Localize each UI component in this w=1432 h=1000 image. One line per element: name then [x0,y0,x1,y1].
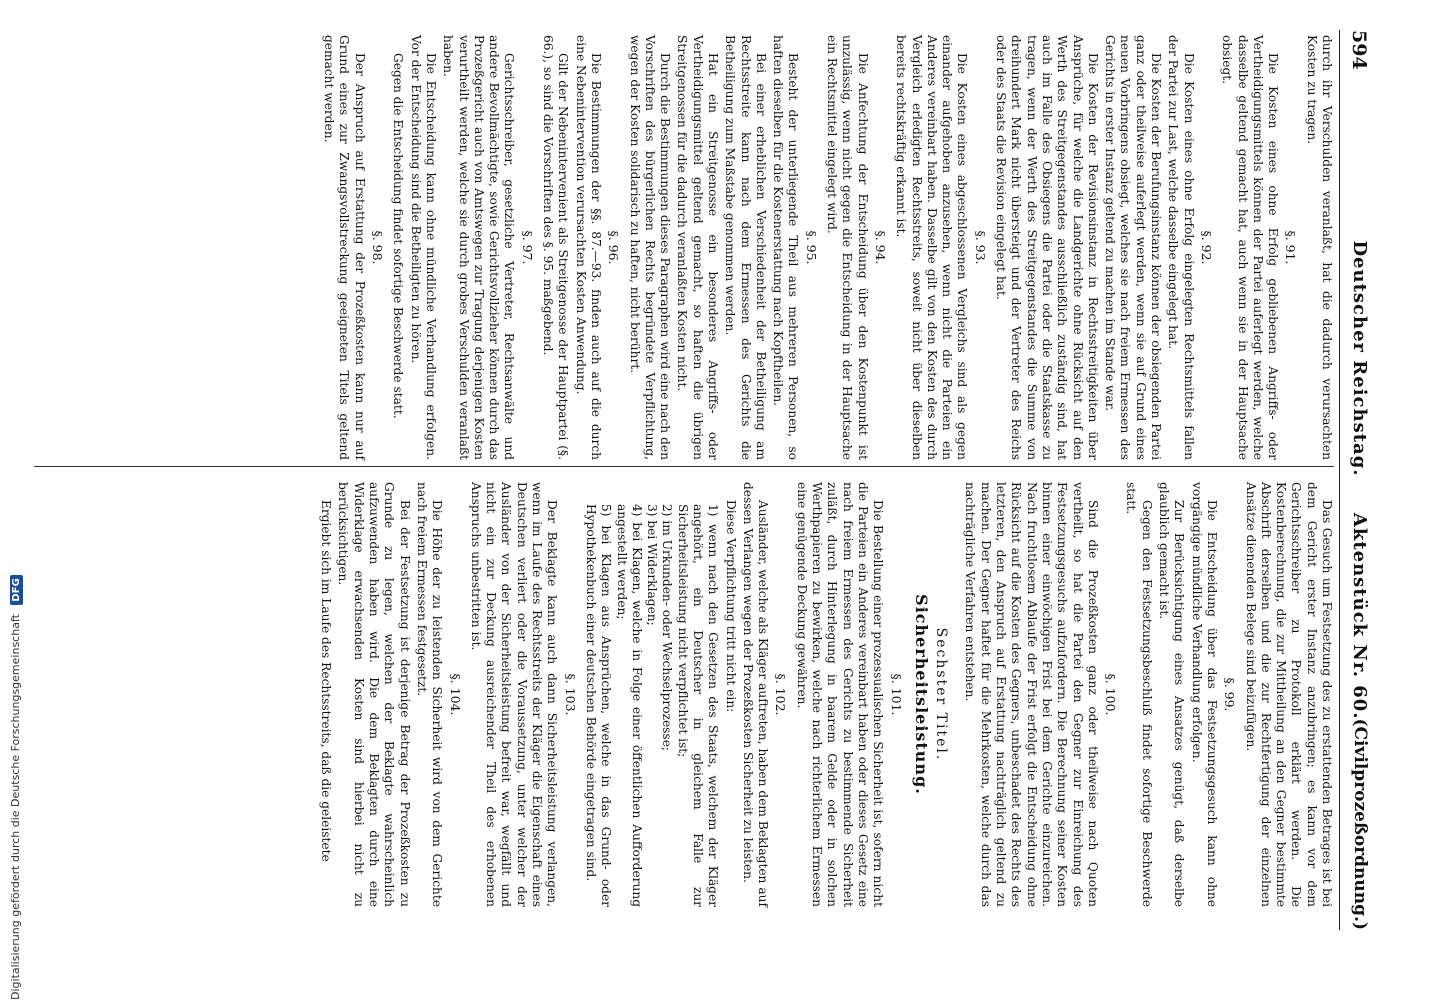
paragraph: Zur Berücksichtigung eines Ansatzes genügt, daß derselbe glaublich gemacht ist. [1157,482,1187,907]
section-heading: §. 104. [447,673,463,716]
title-number: Sechster Titel. [933,627,950,762]
list-item: 2) im Urkunden- oder Wechselprozesse; [660,504,675,752]
document-subject: (Civilprozeßordnung.) [1350,718,1370,930]
list-item: 4) bei Klagen, welche in Folge einer öffentlichen Aufforderung angestellt werden; [614,504,644,907]
paragraph: Der Anspruch auf Erstattung der Prozeßkosten kann nur auf Grund eines zur Zwangsvollstreckung geeigneten Titels geltend gemacht werden. [322,35,367,460]
paragraph: Diese Verpflichtung tritt nicht ein: [723,500,738,713]
paragraph: Ergiebt sich im Laufe des Rechtsstreits, daß die geleistete [319,500,334,862]
paragraph: Die Bestellung einer prozessualischen Sicherheit ist, sofern nicht die Parteien ein Anderes vereinbart haben oder dieses Gesetz eine nach freiem Ermessen des Gerichts zu bestimmende Sicherheit zuläßt, durch Hinterlegung in baarem Gelde oder in solchen Werthpapieren zu bewirken, welche nach richterlichem Ermessen eine genügende Deckung gewähren. [794,482,886,907]
paragraph: Die Höhe der zu leistenden Sicherheit wird von dem Gerichte nach freiem Ermessen festgesetzt. [414,482,445,907]
paragraph: Gegen den Festsetzungsbeschluß findet sofortige Beschwerde statt. [1124,482,1154,907]
section-heading: §. 97. [519,230,535,265]
paragraph: Die Bestimmungen der §§. 87.—93. finden auch auf die durch eine Nebenintervention verursachten Kosten Anwendung. [573,35,603,460]
paragraph: Gerichtsschreiber, gesetzliche Vertreter, Rechtsanwälte und andere Bevollmächtigte, sowie Gerichtsvollzieher können durch das Prozeßgericht auch von Amtswegen zur Tragung derjenigen Kosten verurtheilt werden, welche sie durch grobes Verschulden veranlaßt haben. [441,35,517,460]
paragraph: Die Kosten eines ohne Erfolg eingelegten Rechtsmittels fallen der Partei zur Last, welche dasselbe eingelegt hat. [1166,35,1196,460]
list-item: 1) wenn nach den Gesetzen des Staats, welchem der Kläger angehört, ein Deutscher in gleichem Falle zur Sicherheitsleistung nicht verpflichtet ist; [675,504,721,907]
paragraph: Durch die Bestimmungen dieses Paragraphen wird eine nach den Vorschriften des bürgerlichen Rechts begründete Verpflichtung, wegen der Kosten solidarisch zu haften, nicht berührt. [627,35,673,460]
section-heading: §. 93. [972,230,988,265]
paragraph: Bei einer erheblichen Verschiedenheit der Betheiligung am Rechtsstreite kann nach dem Ermessen des Gerichts die Betheiligung zum Maßstabe genommen werden. [723,35,768,460]
paragraph: Die Anfechtung der Entscheidung über den Kostenpunkt ist unzulässig, wenn nicht gegen die Entscheidung in der Hauptsache ein Rechtsmittel eingelegt wird. [825,35,870,460]
paragraph: Der Beklagte kann auch dann Sicherheitsleistung verlangen, wenn im Laufe des Rechtsstreits der Kläger die Eigenschaft eines Deutschen verliert oder die Voraussetzung, unter welcher der Ausländer von der Sicherheitsleistung befreit war, wegfällt und nicht ein zur Deckung ausreichender Theil des erhobenen Anspruchs unbestritten ist. [468,482,560,907]
page-number: 594 [1348,30,1370,70]
paragraph: Die Kosten eines abgeschlossenen Vergleichs sind als gegen einander aufgehoben anzusehen, wenn nicht die Parteien ein Anderes vereinbart haben. Dasselbe gilt von den Kosten des durch Vergleich erledigten Rechtsstreits, soweit nicht über dieselben bereits rechtskräftig erkannt ist. [894,35,970,460]
paragraph: Die Kosten der Berufungsinstanz können der obsiegenden Partei ganz oder theilweise auferlegt werden, wenn sie auf Grund eines neuen Vorbringens obsiegt, welches sie nach freiem Ermessen des Gerichts in erster Instanz geltend zu machen im Stande war. [1103,35,1164,460]
section-heading: §. 103. [562,673,578,716]
paragraph: durch ihr Verschulden veranlaßt, hat die dadurch verursachten Kosten zu tragen. [1304,35,1334,460]
header-rule [1339,30,1340,930]
left-column [319,35,1334,460]
section-heading: §. 91. [1283,230,1299,265]
section-heading: §. 101. [888,673,904,716]
document-reference: Aktenstück Nr. 60. [1349,512,1370,720]
credit-text: Digitalisierung gefördert durch die Deutsche Forschungsgemeinschaft [9,614,22,1000]
paragraph: Besteht der unterliegende Theil aus mehreren Personen, so haften dieselben für die Kostenerstattung nach Kopftheilen. [771,35,801,460]
section-heading: §. 102. [773,673,789,716]
exception-list [583,482,721,907]
paragraph: Sind die Prozeßkosten ganz oder theilweise nach Quoten vertheilt, so hat die Partei den Gegner zur Einreichung des Festsetzungsgesuchs aufzufordern. Die Berechnung seiner Kosten binnen einer einwöchigen Frist bei dem Gerichte einzureichen. Nach fruchtlosem Ablaufe der Frist erfolgt die Entscheidung ohne Rücksicht auf die Kosten des Gegners, unbeschadet des Rechts des letzteren, den Anspruch auf Erstattung nachträglich geltend zu machen. Der Gegner haftet für die Mehrkosten, welche durch das nachträgliche Verfahren entstehen. [963,482,1100,907]
paragraph: Bei der Festsetzung ist derjenige Betrag der Prozeßkosten zu Grunde zu legen, welchen der Beklagte wahrscheinlich aufzuwenden haben wird. Die dem Beklagten durch eine Widerklage erwachsenden Kosten sind hierbei nicht zu berücksichtigen. [336,482,412,907]
dfg-logo: DFG [10,575,23,604]
digitization-credit [9,360,22,1000]
paragraph: Gilt der Nebenintervenient als Streitgenosse der Hauptpartei (§. 66.), so sind die Vorschriften des §. 95. maßgebend. [541,35,571,460]
paragraph: Die Kosten der Revisionsinstanz in Rechtsstreitigkeiten über Ansprüche, für welche die Landgerichte ohne Rücksicht auf den Werth des Streitgegenstandes ausschließlich zuständig sind, hat auch im Falle des Obsiegens die Partei oder die Staatskasse zu tragen, wenn der Werth des Streitgegenstandes die Summe von dreihundert Mark nicht übersteigt und der Vertreter des Reichs oder des Staats die Revision eingelegt hat. [994,35,1100,460]
section-heading: §. 96. [606,230,622,265]
paragraph: Ausländer, welche als Kläger auftreten, haben dem Beklagten auf dessen Verlangen wegen der Prozeßkosten Sicherheit zu leisten. [740,482,771,907]
right-column [316,482,1334,907]
journal-title: Deutscher Reichstag. [1349,240,1370,477]
section-heading: §. 100. [1103,673,1119,716]
paragraph: Die Entscheidung über das Festsetzungsgesuch kann ohne vorgängige mündliche Verhandlung erfolgen. [1189,482,1219,907]
column-divider [34,466,1334,467]
list-item: 5) bei Klagen aus Ansprüchen, welche in das Grund- oder Hypothekenbuch einer deutschen Behörde eingetragen sind. [583,504,614,907]
section-heading: §. 94. [872,230,888,265]
section-heading: §. 95. [803,230,819,265]
paragraph: Die Kosten eines ohne Erfolg gebliebenen Angriffs- oder Vertheidigungsmittels können der Partei auferlegt werden, welche dasselbe geltend gemacht hat, auch wenn sie in der Hauptsache obsiegt. [1220,35,1281,460]
section-heading: §. 99. [1222,677,1238,712]
list-item: 3) bei Widerklagen; [645,504,660,626]
page-header [1340,30,1370,930]
paragraph: Hat ein Streitgenosse ein besonderes Angriffs- oder Vertheidigungsmittel geltend gemacht, so haften die übrigen Streitgenossen für die dadurch veranlaßten Kosten nicht. [675,35,721,460]
title-heading: Sicherheitsleistung. [911,594,931,795]
section-heading: §. 98. [370,230,386,265]
section-heading: §. 92. [1198,230,1214,265]
paragraph: Gegen die Entscheidung findet sofortige Beschwerde statt. [391,53,406,419]
paragraph: Das Gesuch um Festsetzung des zu erstattenden Betrages ist bei dem Gericht erster Instanz anzubringen; es kann vor dem Gerichtsschreiber zu Protokoll erklärt werden. Die Kostenberechnung, die zur Mittheilung an den Gegner bestimmte Abschrift derselben und die zur Rechtfertigung der einzelnen Ansätze dienenden Belege sind beizufügen. [1243,482,1334,907]
paragraph: Die Entscheidung kann ohne mündliche Verhandlung erfolgen. Vor der Entscheidung sind die Betheiligten zu hören. [408,35,438,460]
